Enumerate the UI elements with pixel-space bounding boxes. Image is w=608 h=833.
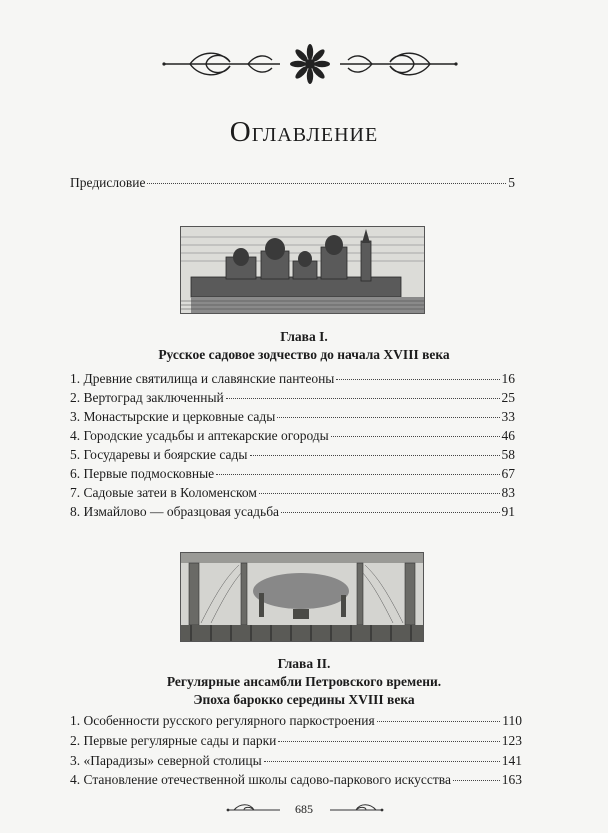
chapter-1-heading: Глава I. [280,329,328,344]
chapter-2-title-line-2: Эпоха барокко середины XVIII века [193,692,415,707]
dot-leader [226,398,500,399]
toc-entry-page: 110 [502,713,522,728]
toc-entry-page: 83 [501,485,515,500]
toc-entry-page: 123 [501,733,522,748]
toc-entry[interactable] [70,447,515,463]
toc-entry[interactable] [70,504,515,520]
dot-leader [216,474,499,475]
toc-entry[interactable] [70,371,515,387]
toc-entry-page: 5 [508,175,515,190]
toc-entry-label: 5. Государевы и боярские сады [70,447,248,462]
toc-entry[interactable] [70,733,522,749]
toc-entry-label: 3. Монастырские и церковные сады [70,409,276,424]
toc-entry-label: 2. Вертоград заключенный [70,390,224,405]
toc-entry-preface[interactable] [70,175,515,191]
dot-leader [377,721,501,722]
toc-entry[interactable] [70,713,522,729]
toc-entry-page: 67 [501,466,515,481]
toc-entry-label: 3. «Парадизы» северной столицы [70,753,262,768]
toc-entry[interactable] [70,485,515,501]
toc-entry[interactable] [70,428,515,444]
toc-entry-label: Предисловие [70,175,146,190]
dot-leader [336,379,499,380]
dot-leader [281,512,499,513]
dot-leader [264,761,500,762]
toc-entry-label: 4. Городские усадьбы и аптекарские огороды [70,428,329,443]
toc-entry[interactable] [70,772,522,788]
dot-leader [278,741,499,742]
page-title: Оглавление [229,116,379,148]
garden-pavilion-engraving-icon [180,552,424,642]
toc-entry-page: 91 [501,504,515,519]
toc-entry[interactable] [70,466,515,482]
chapter-2-heading: Глава II. [277,656,331,671]
toc-entry-page: 58 [501,447,515,462]
dot-leader [250,455,500,456]
toc-entry[interactable] [70,390,515,406]
dot-leader [147,183,506,184]
toc-entry-label: 1. Особенности русского регулярного паркостроения [70,713,375,728]
monastery-engraving-icon [180,226,425,314]
toc-entry-label: 1. Древние святилища и славянские пантеоны [70,371,335,386]
toc-entry-label: 6. Первые подмосковные [70,466,215,481]
toc-entry-label: 4. Становление отечественной школы садово-паркового искусства [70,772,451,787]
toc-entry-page: 163 [501,772,522,787]
dot-leader [453,780,500,781]
toc-entry-page: 141 [501,753,522,768]
toc-entry-page: 46 [501,428,515,443]
dot-leader [277,417,499,418]
toc-entry-page: 16 [501,371,515,386]
toc-entry-label: 2. Первые регулярные сады и парки [70,733,277,748]
dot-leader [331,436,500,437]
toc-entry-page: 25 [501,390,515,405]
page-number: 685 [295,802,313,816]
toc-entry-label: 8. Измайлово — образцовая усадьба [70,504,280,519]
toc-entry-page: 33 [501,409,515,424]
toc-entry[interactable] [70,753,522,769]
dot-leader [259,493,500,494]
floral-ornament-icon [160,40,460,88]
toc-entry-label: 7. Садовые затеи в Коломенском [70,485,257,500]
chapter-2-title-line-1: Регулярные ансамбли Петровского времени. [166,674,442,689]
toc-entry[interactable] [70,409,515,425]
chapter-1-title: Русское садовое зодчество до начала XVIII века [158,347,450,362]
